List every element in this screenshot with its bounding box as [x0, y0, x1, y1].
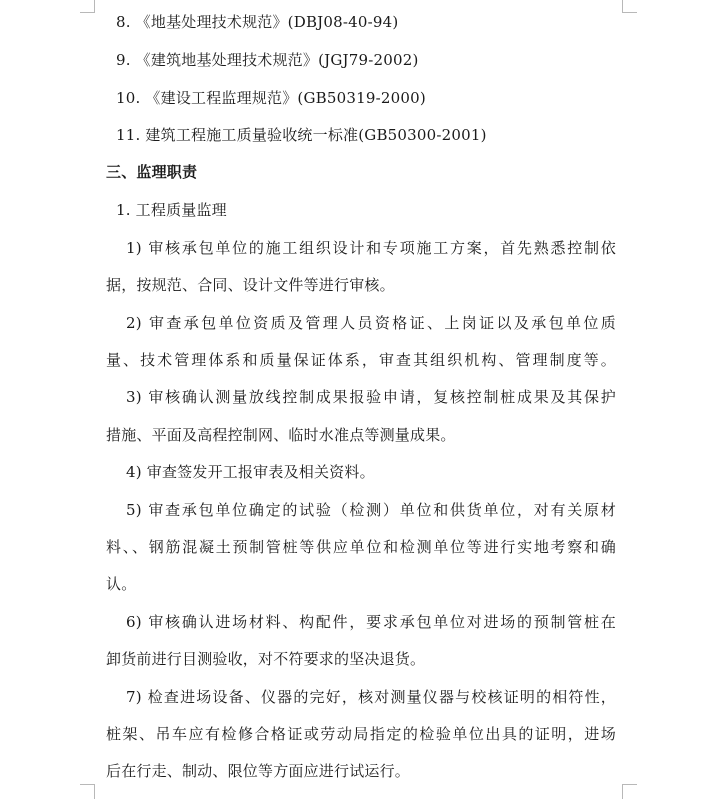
- margin-corner-bottom-left: [80, 784, 95, 799]
- reference-item: 9. 《建筑地基处理技术规范》(JGJ79-2002): [116, 51, 419, 69]
- paragraph-line: 量、技术管理体系和质量保证体系，审查其组织机构、管理制度等。: [106, 351, 616, 369]
- paragraph-line: 桩架、吊车应有检修合格证或劳动局指定的检验单位出具的证明，进场: [106, 725, 616, 743]
- paragraph-line: 2) 审查承包单位资质及管理人员资格证、上岗证以及承包单位质: [126, 314, 616, 332]
- paragraph-line: 6) 审核确认进场材料、构配件，要求承包单位对进场的预制管桩在: [126, 613, 616, 631]
- paragraph-line: 7) 检查进场设备、仪器的完好，核对测量仪器与校核证明的相符性，: [126, 688, 616, 706]
- margin-corner-bottom-right: [622, 784, 637, 799]
- section-title: 三、监理职责: [106, 163, 198, 181]
- paragraph-line: 后在行走、制动、限位等方面应进行试运行。: [106, 762, 411, 780]
- reference-item: 8. 《地基处理技术规范》(DBJ08-40-94): [116, 13, 399, 31]
- paragraph-line: 料、、钢筋混凝土预制管桩等供应单位和检测单位等进行实地考察和确: [106, 538, 616, 556]
- subsection-title: 1. 工程质量监理: [116, 201, 227, 219]
- paragraph-line: 据，按规范、合同、设计文件等进行审核。: [106, 276, 395, 294]
- paragraph-line: 3) 审核确认测量放线控制成果报验申请，复核控制桩成果及其保护: [126, 388, 616, 406]
- paragraph-line: 卸货前进行目测验收，对不符要求的坚决退货。: [106, 650, 426, 668]
- reference-item: 11. 建筑工程施工质量验收统一标准(GB50300-2001): [116, 126, 487, 144]
- paragraph-line: 认。: [106, 575, 137, 593]
- margin-corner-top-right: [622, 0, 637, 13]
- margin-corner-top-left: [80, 0, 95, 13]
- paragraph-line: 4) 审查签发开工报审表及相关资料。: [126, 463, 375, 481]
- paragraph-line: 1) 审核承包单位的施工组织设计和专项施工方案，首先熟悉控制依: [126, 239, 616, 257]
- paragraph-line: 措施、平面及高程控制网、临时水准点等测量成果。: [106, 426, 456, 444]
- reference-item: 10. 《建设工程监理规范》(GB50319-2000): [116, 89, 426, 107]
- paragraph-line: 5) 审查承包单位确定的试验（检测）单位和供货单位，对有关原材: [126, 501, 616, 519]
